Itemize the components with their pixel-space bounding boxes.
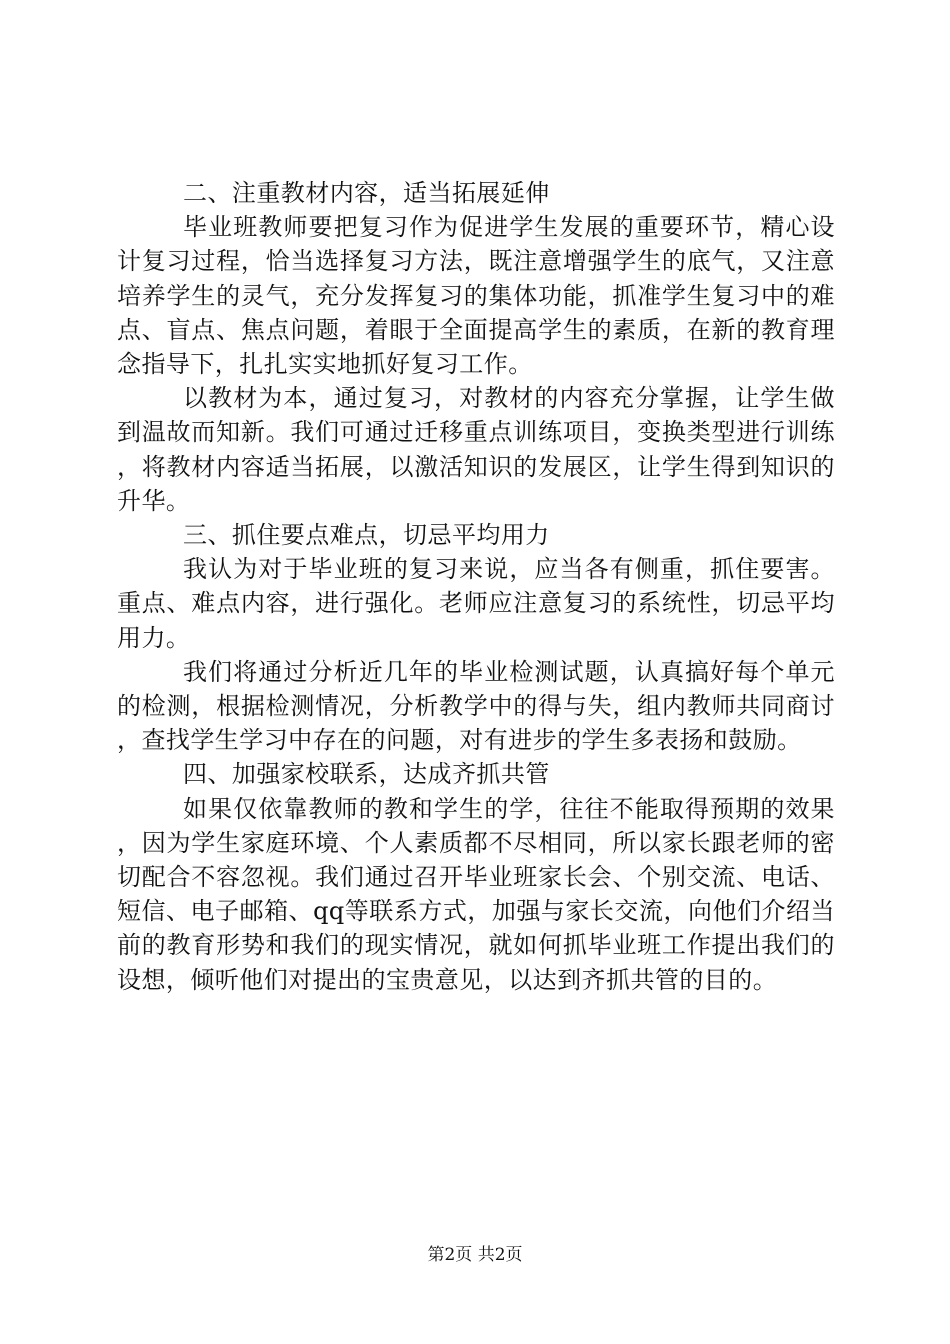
body-paragraph: 我们将通过分析近几年的毕业检测试题，认真搞好每个单元的检测，根据检测情况，分析教学中的得与失，组内教师共同商讨，查找学生学习中存在的问题，对有进步的学生多表扬和鼓励。 bbox=[117, 657, 835, 755]
body-paragraph: 以教材为本，通过复习，对教材的内容充分掌握，让学生做到温故而知新。我们可通过迁移重点训练项目，变换类型进行训练，将教材内容适当拓展，以激活知识的发展区，让学生得到知识的升华。 bbox=[117, 384, 835, 515]
page-number-footer: 第2页 共2页 bbox=[427, 1245, 523, 1265]
body-paragraph: 如果仅依靠教师的教和学生的学，往往不能取得预期的效果，因为学生家庭环境、个人素质都不尽相同，所以家长跟老师的密切配合不容忽视。我们通过召开毕业班家长会、个别交流、电话、短信、电子邮箱、qq等联系方式，加强与家长交流，向他们介绍当前的教育形势和我们的现实情况，就如何抓毕业班工作提出我们的设想，倾听他们对提出的宝贵意见，以达到齐抓共管的目的。 bbox=[117, 794, 835, 994]
body-paragraph: 我认为对于毕业班的复习来说，应当各有侧重，抓住要害。重点、难点内容，进行强化。老师应注意复习的系统性，切忌平均用力。 bbox=[117, 555, 835, 652]
section-heading-3: 三、抓住要点难点，切忌平均用力 bbox=[183, 521, 550, 550]
body-paragraph: 毕业班教师要把复习作为促进学生发展的重要环节，精心设计复习过程，恰当选择复习方法，既注意增强学生的底气，又注意培养学生的灵气，充分发挥复习的集体功能，抓准学生复习中的难点、盲点、焦点问题，着眼于全面提高学生的素质，在新的教育理念指导下，扎扎实实地抓好复习工作。 bbox=[117, 213, 835, 379]
section-heading-4: 四、加强家校联系，达成齐抓共管 bbox=[183, 760, 550, 789]
document-body bbox=[117, 176, 835, 997]
section-heading-2: 二、注重教材内容，适当拓展延伸 bbox=[183, 179, 550, 207]
